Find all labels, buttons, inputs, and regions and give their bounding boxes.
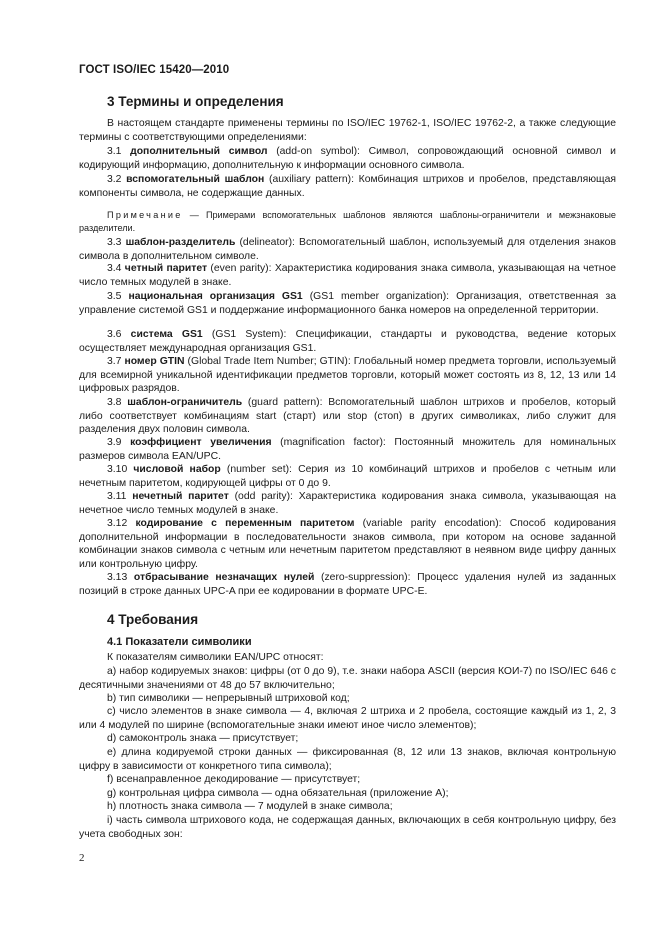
section-4-1-lead: К показателям символики EAN/UPC относят:	[107, 652, 324, 663]
term-title: дополнительный символ	[130, 146, 268, 157]
term-3-5: 3.5 национальная организация GS1 (GS1 member organization): Организация, ответственная за управление системой GS1 и поддержание информационного банка номеров на определенной территории.	[79, 291, 616, 316]
section-3-heading: 3 Термины и определения	[107, 94, 284, 109]
term-title: номер GTIN	[124, 356, 185, 367]
list-item-i: i) часть символа штрихового кода, не содержащая данных, включающих в себя контрольную цифру, без учета свободных зон:	[79, 815, 616, 840]
list-item-b: b) тип символики — непрерывный штриховой код;	[107, 693, 350, 704]
term-3-6: 3.6 система GS1 (GS1 System): Спецификации, стандарты и руководства, ведение которых осуществляет международная организация GS1.	[79, 329, 616, 354]
term-title: национальная организация GS1	[128, 291, 303, 302]
document-header: ГОСТ ISO/IEC 15420—2010	[79, 64, 230, 76]
list-item-c: c) число элементов в знаке символа — 4, включая 2 штриха и 2 пробела, состоящие каждый из 1, 2, 3 или 4 модулей по ширине (вспомогательные знаки имеют иное число элементов);	[79, 706, 616, 731]
term-3-8: 3.8 шаблон-ограничитель (guard pattern): Вспомогательный шаблон штрихов и пробелов, который либо соответствует комбинациям start (старт) или stop (стоп) в других символиках, либо служит для разделения двух половин символа.	[79, 397, 616, 436]
subsection-4-1-heading: 4.1 Показатели символики	[107, 636, 252, 648]
term-title: четный паритет	[124, 263, 208, 274]
list-item-e: e) длина кодируемой строки данных — фиксированная (8, 12 или 13 знаков, включая контрольную цифру в зависимости от конкретного типа символа);	[79, 747, 616, 772]
term-title: числовой набор	[133, 464, 221, 475]
page-number: 2	[79, 852, 85, 864]
term-title: коэффициент увеличения	[130, 437, 272, 448]
term-3-10: 3.10 числовой набор (number set): Серия из 10 комбинаций штрихов и пробелов с четным или нечетным паритетом, кодирующей цифры от 0 до 9.	[79, 464, 616, 489]
list-item-f: f) всенаправленное декодирование — присутствует;	[107, 774, 361, 785]
list-item-h: h) плотность знака символа — 7 модулей в знаке символа;	[107, 801, 393, 812]
term-title: кодирование с переменным паритетом	[135, 518, 355, 529]
term-title: нечетный паритет	[132, 491, 229, 502]
term-3-7: 3.7 номер GTIN (Global Trade Item Number; GTIN): Глобальный номер предмета торговли, используемый для всемирной уникальной идентификации предметов торговли, который может состоять из 8, 12, 13 или 14 цифровых разрядов.	[79, 356, 616, 395]
section-3-intro: В настоящем стандарте применены термины по ISO/IEC 19762-1, ISO/IEC 19762-2, а также следующие термины с соответствующими определениями:	[79, 118, 616, 143]
note-label: Примечание	[107, 210, 183, 220]
term-3-11: 3.11 нечетный паритет (odd parity): Характеристика кодирования знака символа, указывающая на нечетное число темных модулей в знаке.	[79, 491, 616, 516]
term-3-2: 3.2 вспомогательный шаблон (auxiliary pattern): Комбинация штрихов и пробелов, представляющая компоненты символа, не содержащие данных.	[79, 174, 616, 199]
term-title: отбрасывание незначащих нулей	[133, 572, 315, 583]
term-3-13: 3.13 отбрасывание незначащих нулей (zero-suppression): Процесс удаления нулей из заданных позиций в строке данных UPC-A при ее кодировании в формате UPC-E.	[79, 572, 616, 597]
note-3-2: Примечание — Примерами вспомогательных шаблонов являются шаблоны-ограничители и межзнаковые разделители.	[79, 210, 616, 233]
term-title: система GS1	[130, 329, 203, 340]
term-title: шаблон-ограничитель	[127, 397, 243, 408]
list-item-g: g) контрольная цифра символа — одна обязательная (приложение А);	[107, 788, 449, 799]
list-item-d: d) самоконтроль знака — присутствует;	[107, 733, 299, 744]
list-item-a: а) набор кодируемых знаков: цифры (от 0 до 9), т.е. знаки набора ASCII (версия КОИ-7) по ISO/IEC 646 с десятичными значениями от 48 до 57 включительно;	[79, 666, 616, 691]
section-4-heading: 4 Требования	[107, 612, 199, 627]
term-title: вспомогательный шаблон	[126, 174, 265, 185]
term-3-3: 3.3 шаблон-разделитель (delineator): Вспомогательный шаблон, используемый для отделения знаков символа в дополнительном символе.	[79, 237, 616, 262]
term-3-4: 3.4 четный паритет (even parity): Характеристика кодирования знака символа, указывающая на четное число темных модулей в знаке.	[79, 263, 616, 288]
term-title: шаблон-разделитель	[125, 237, 236, 248]
term-3-12: 3.12 кодирование с переменным паритетом (variable parity encodation): Способ кодирования дополнительной информации в последовательности знаков символа, при котором на основе заданной комбинации знаков символа с четным или нечетным паритетом представляют в неявном виде цифру данных или контрольную цифру.	[79, 518, 616, 570]
term-3-1: 3.1 дополнительный символ (add-on symbol): Символ, сопровождающий основной символ и кодирующий информацию, дополнительную к информации основного символа.	[79, 146, 616, 171]
term-3-9: 3.9 коэффициент увеличения (magnification factor): Постоянный множитель для номинальных размеров символа EAN/UPC.	[79, 437, 616, 462]
